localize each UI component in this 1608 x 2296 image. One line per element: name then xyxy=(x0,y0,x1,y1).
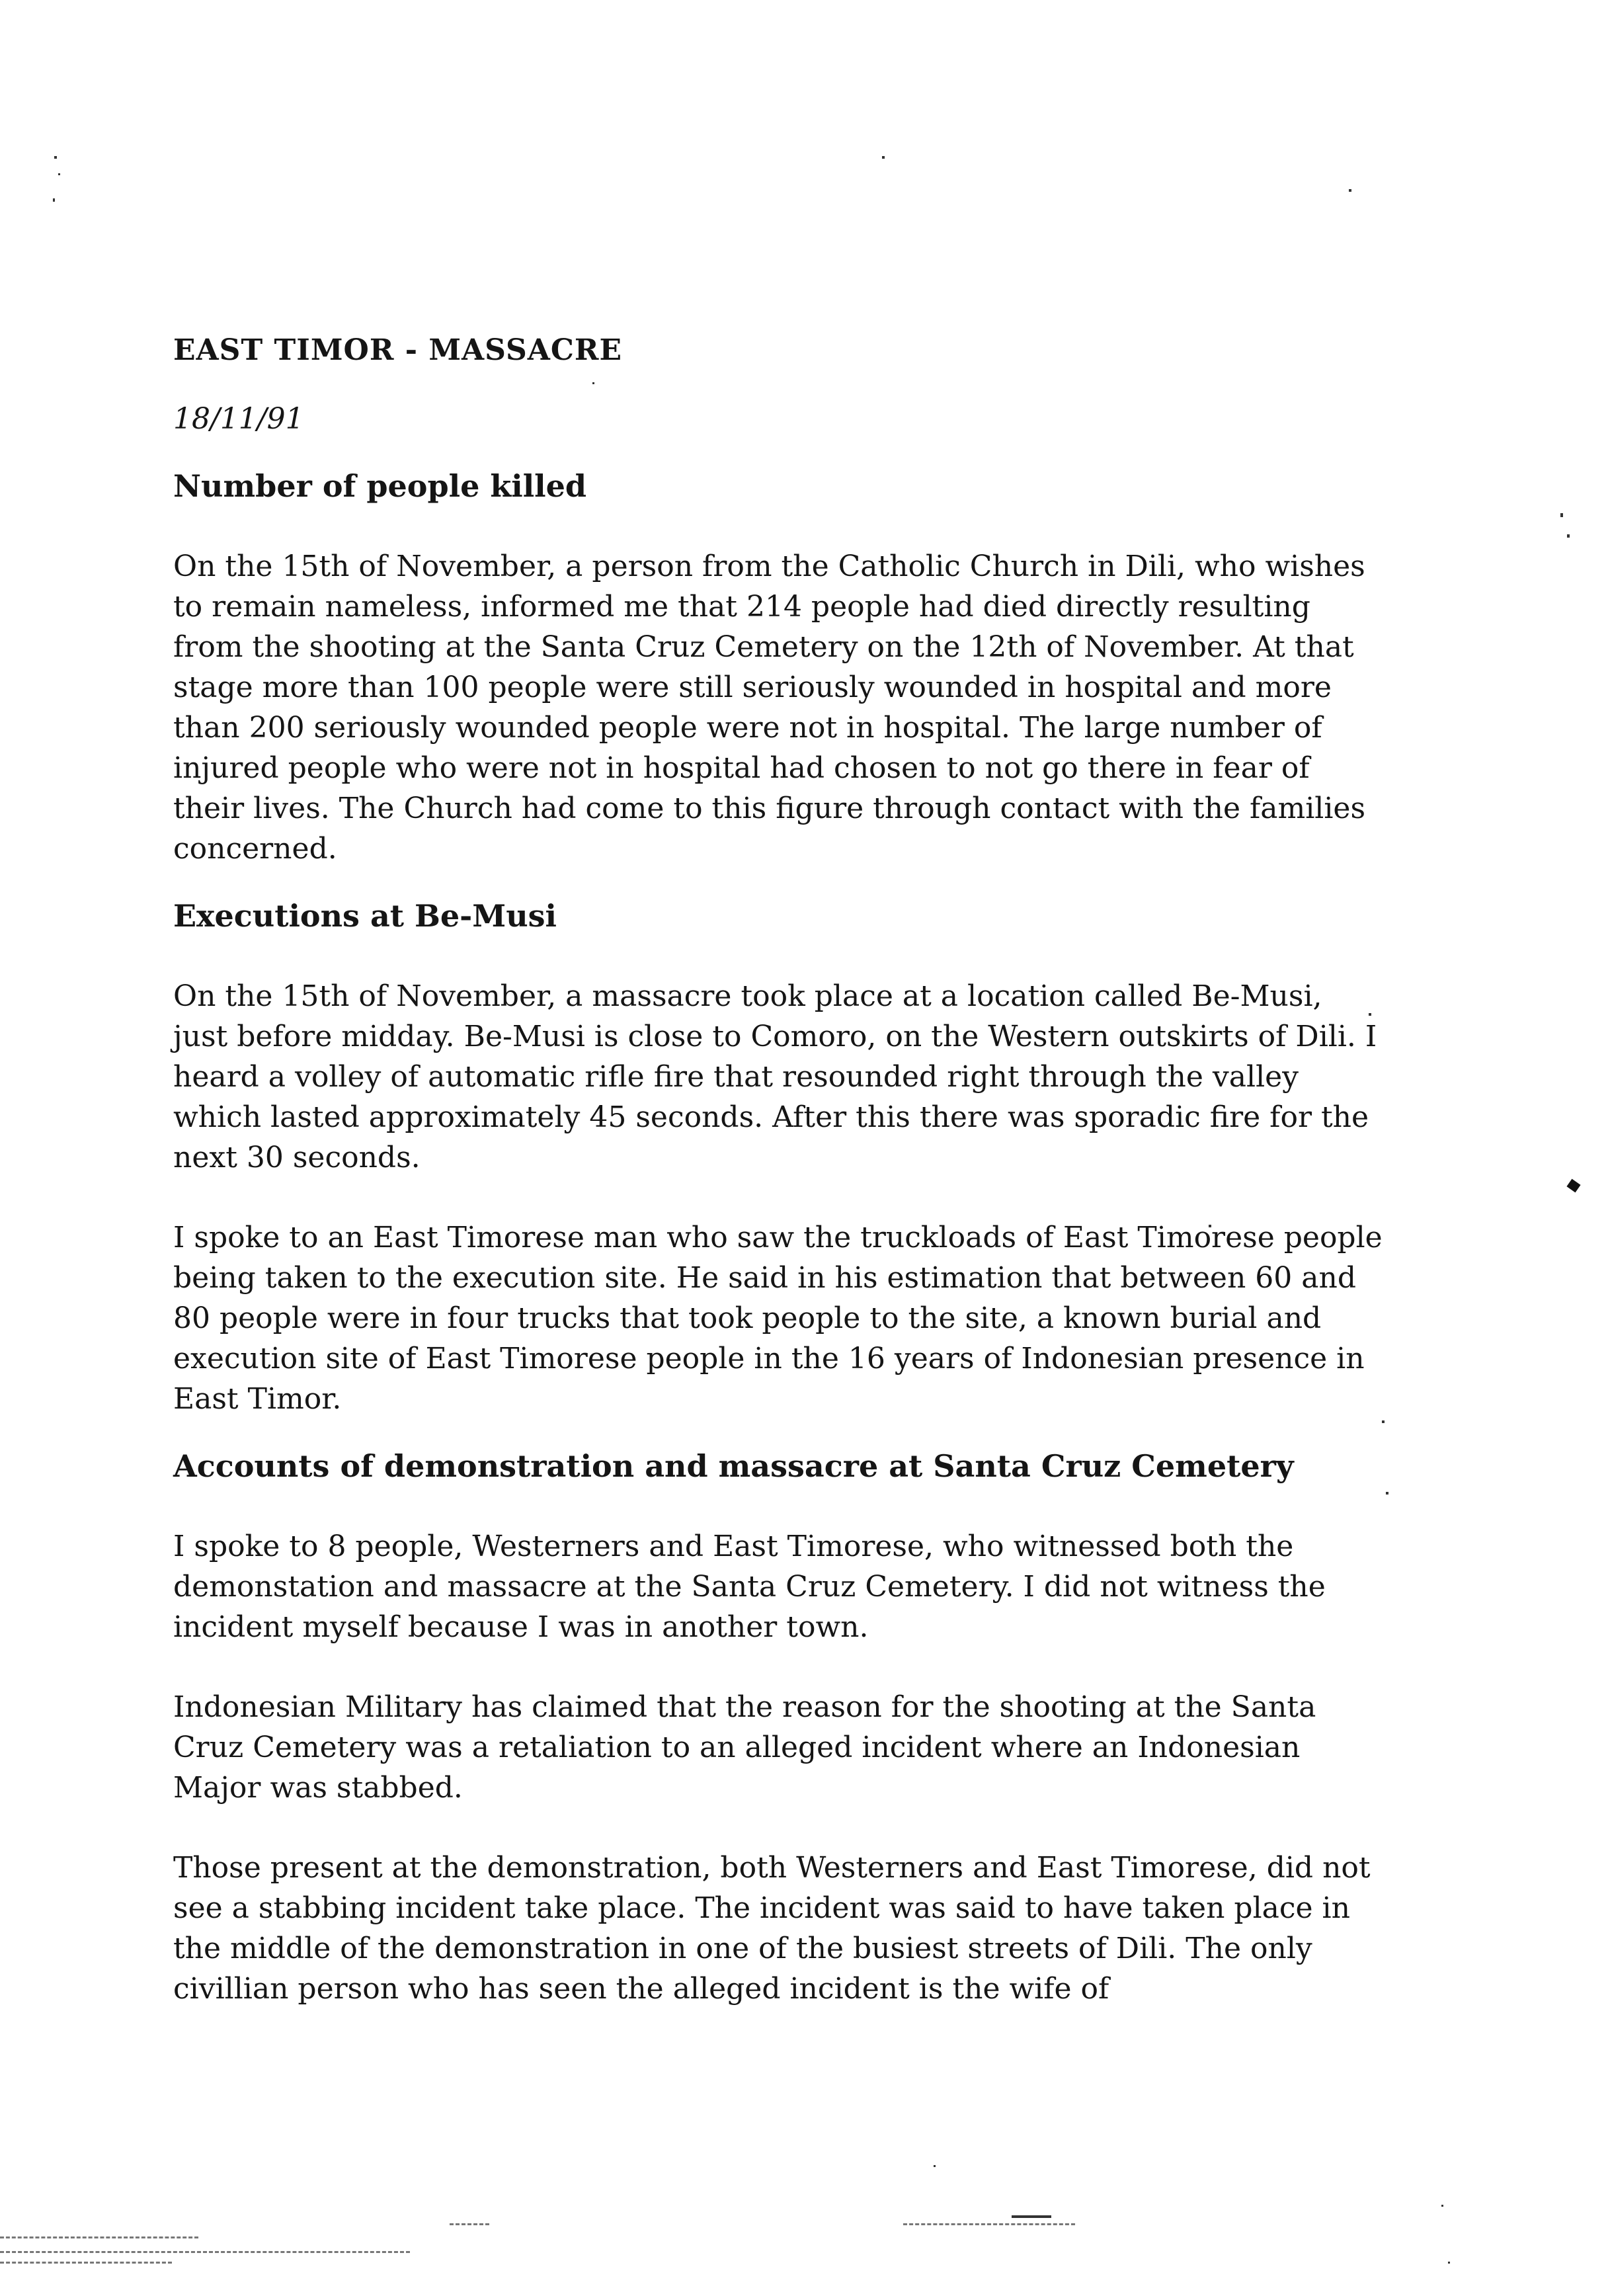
scan-edge xyxy=(0,2262,172,2264)
scan-speck xyxy=(54,156,57,159)
scan-speck xyxy=(1441,2205,1443,2207)
scan-speck xyxy=(882,156,885,159)
scan-speck xyxy=(1386,1492,1388,1495)
paragraph: On the 15th of November, a massacre took place at a location called Be-Musi, just before midday. Be-Musi is close to Comoro, on the Western outskirts of Dili. I heard a volley of automatic rifle fire that resounded right through the valley which lasted approximately 45 seconds. After this there was sporadic fire for the next 30 seconds. xyxy=(173,979,1377,1174)
scan-edge xyxy=(450,2223,489,2225)
scan-speck xyxy=(1448,2262,1450,2264)
section-santa-cruz-accounts xyxy=(173,1446,1383,2009)
scan-speck xyxy=(934,2165,936,2167)
document-body xyxy=(173,331,1383,2009)
scan-edge xyxy=(1012,2215,1051,2218)
paragraph: Those present at the demonstration, both Westerners and East Timorese, did not see a stabbing incident take place. The incident was said to have taken place in the middle of the demonstration in one of the busiest streets of Dili. The only civillian person who has seen the alleged incident is the wife of xyxy=(173,1851,1371,2006)
scan-speck xyxy=(1560,513,1563,517)
document-date: 18/11/91 xyxy=(173,402,304,436)
paragraph: Indonesian Military has claimed that the reason for the shooting at the Santa Cruz Cemetery was a retaliation to an alleged incident where an Indonesian Major was stabbed. xyxy=(173,1690,1316,1805)
section-executions-be-musi xyxy=(173,895,1383,1419)
paragraph: On the 15th of November, a person from the Catholic Church in Dili, who wishes to remain nameless, informed me that 214 people had died directly resulting from the shooting at the Santa Cruz Cemetery on the 12th of November. At that stage more than 100 people were still seriously wounded in hospital and more than 200 seriously wounded people were not in hospital. The large number of injured people who were not in hospital had chosen to not go there in fear of their lives. The Church had come to this figure through contact with the families concerned. xyxy=(173,550,1366,866)
scan-speck xyxy=(1567,534,1570,538)
scan-edge xyxy=(0,2251,410,2253)
scan-speck xyxy=(1566,1179,1580,1193)
section-heading: Number of people killed xyxy=(173,468,587,504)
section-heading: Executions at Be-Musi xyxy=(173,898,557,934)
section-people-killed xyxy=(173,466,1383,869)
scan-edge xyxy=(903,2223,1075,2225)
section-heading: Accounts of demonstration and massacre at Santa Cruz Cemetery xyxy=(173,1448,1294,1484)
paragraph: I spoke to an East Timorese man who saw the truckloads of East Timorese people being taken to the execution site. He said in his estimation that between 60 and 80 people were in four trucks that took people to the site, a known burial and execution site of East Timorese people in the 16 years of Indonesian presence in East Timor. xyxy=(173,1221,1383,1416)
paragraph: I spoke to 8 people, Westerners and East Timorese, who witnessed both the demonstation and massacre at the Santa Cruz Cemetery. I did not witness the incident myself because I was in another town. xyxy=(173,1530,1326,1644)
scan-speck xyxy=(53,198,55,202)
scan-speck xyxy=(1349,189,1351,192)
document-title: EAST TIMOR - MASSACRE xyxy=(173,333,623,367)
scan-edge xyxy=(0,2236,198,2238)
scan-speck xyxy=(58,173,60,175)
